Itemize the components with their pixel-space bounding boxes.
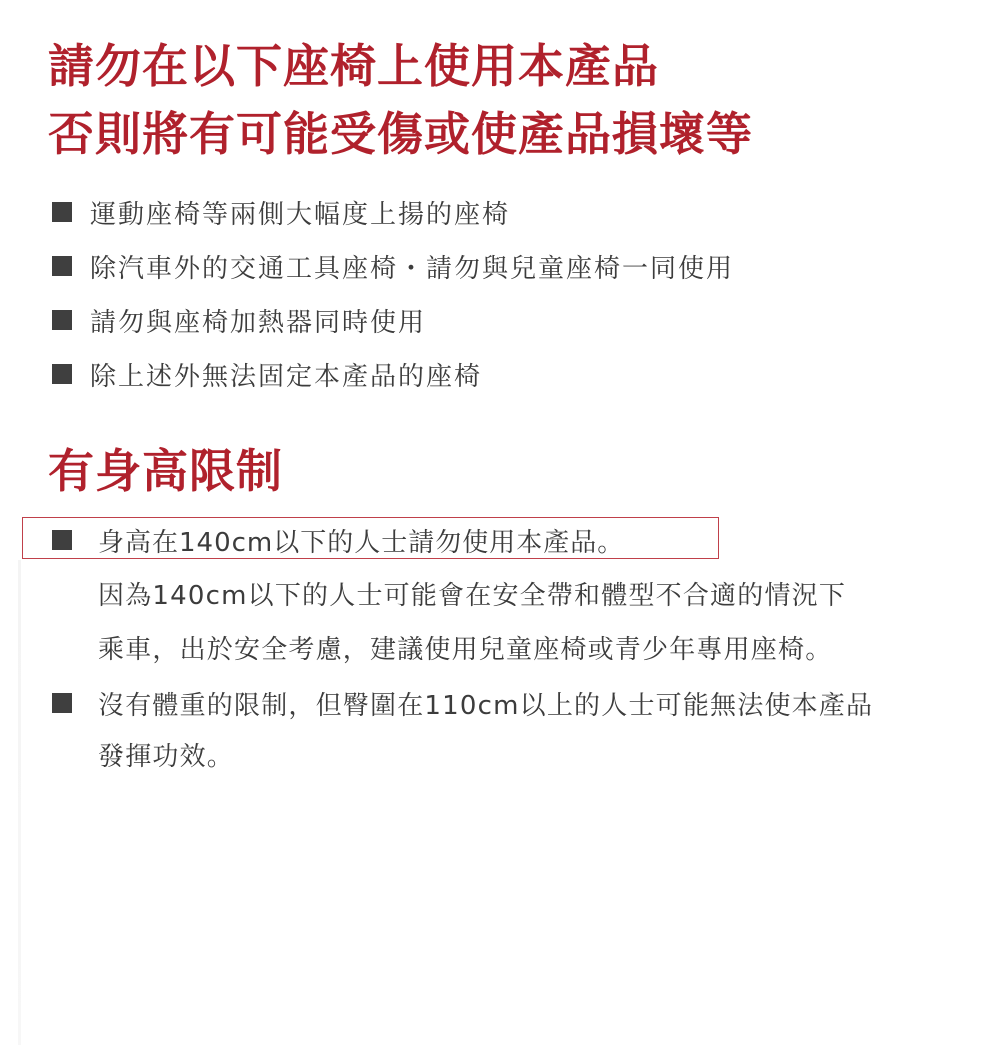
square-bullet-icon	[52, 693, 72, 713]
warning-list-item	[52, 192, 510, 232]
height-list-item	[52, 683, 873, 723]
square-bullet-icon	[52, 530, 72, 550]
warning-item-text: 請勿與座椅加熱器同時使用	[90, 307, 427, 338]
square-bullet-icon	[52, 310, 72, 330]
height-limit-title: 有身高限制	[48, 444, 283, 498]
height-item-continuation: 乘車，出於安全考慮，建議使用兒童座椅或青少年專用座椅。	[98, 635, 833, 665]
height-item-text: 沒有體重的限制，但臀圍在110cm以上的人士可能無法使本產品	[98, 690, 874, 721]
square-bullet-icon	[52, 202, 72, 222]
warning-list-item	[52, 300, 426, 340]
page-edge-shading	[18, 560, 21, 1045]
height-item-text: 身高在140cm以下的人士請勿使用本產品。	[98, 527, 625, 558]
warning-item-text: 除上述外無法固定本產品的座椅	[90, 361, 483, 392]
warning-list-item	[52, 354, 482, 394]
warning-item-text: 除汽車外的交通工具座椅・請勿與兒童座椅一同使用	[90, 253, 735, 284]
warning-list-item	[52, 246, 734, 286]
height-item-continuation: 因為140cm以下的人士可能會在安全帶和體型不合適的情況下	[98, 581, 847, 611]
height-item-continuation: 發揮功效。	[98, 742, 235, 772]
warning-item-text: 運動座椅等兩側大幅度上揚的座椅	[90, 199, 511, 230]
square-bullet-icon	[52, 256, 72, 276]
warning-title-line2: 否則將有可能受傷或使產品損壞等	[48, 107, 753, 161]
warning-title-line1: 請勿在以下座椅上使用本產品	[48, 39, 659, 93]
square-bullet-icon	[52, 364, 72, 384]
height-list-item	[52, 520, 624, 560]
